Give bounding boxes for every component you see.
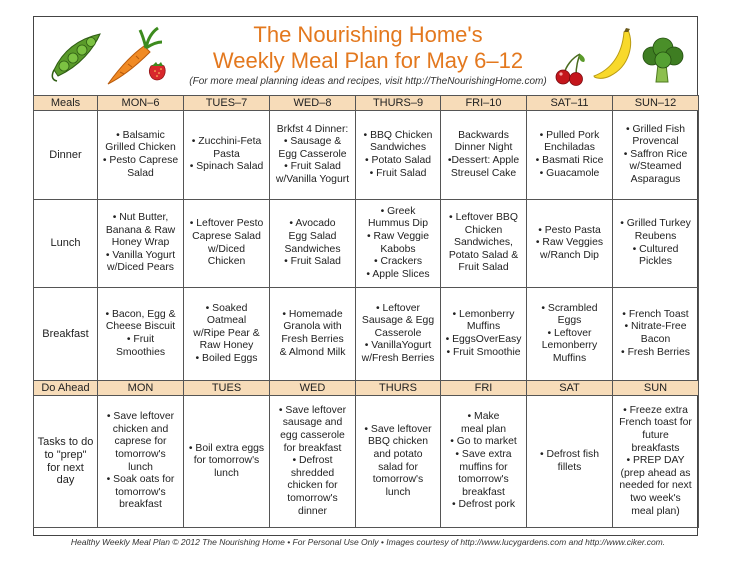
task-cell: • Save leftover sausage and egg casserole for breakfast • Defrost shredded chicken for tomorrow's dinner <box>270 396 356 528</box>
day-header: MON–6 <box>98 96 184 111</box>
meal-cell: • Zucchini-Feta Pasta • Spinach Salad <box>184 111 270 200</box>
meal-cell: • BBQ Chicken Sandwiches • Potato Salad • Fruit Salad <box>356 111 441 200</box>
day-header: SUN–12 <box>613 96 699 111</box>
day-header: SAT <box>527 381 613 396</box>
do-ahead-header-row <box>34 381 699 396</box>
breakfast-row <box>34 288 699 381</box>
task-cell: • Make meal plan • Go to market • Save extra muffins for tomorrow's breakfast • Defrost pork <box>441 396 527 528</box>
day-header: THURS <box>356 381 441 396</box>
day-header: WED <box>270 381 356 396</box>
meal-cell: • French Toast • Nitrate-Free Bacon • Fresh Berries <box>613 288 699 381</box>
dinner-row <box>34 111 699 200</box>
meal-cell: • Balsamic Grilled Chicken • Pesto Caprese Salad <box>98 111 184 200</box>
subtitle-note: (For more meal planning ideas and recipes, visit http://TheNourishingHome.com) <box>189 76 547 87</box>
meal-cell: Brkfst 4 Dinner: • Sausage & Egg Casserole • Fruit Salad w/Vanilla Yogurt <box>270 111 356 200</box>
day-header: TUES <box>184 381 270 396</box>
lunch-row <box>34 200 699 288</box>
day-header: MON <box>98 381 184 396</box>
footer-credits: Healthy Weekly Meal Plan © 2012 The Nourishing Home • For Personal Use Only • Images courtesy of http://www.lucygardens.com and http://www.ciker.com. <box>70 537 666 547</box>
do-ahead-label: Do Ahead <box>34 381 98 396</box>
day-header: THURS–9 <box>356 96 441 111</box>
day-header: SUN <box>613 381 699 396</box>
meal-cell: • Nut Butter, Banana & Raw Honey Wrap • Vanilla Yogurt w/Diced Pears <box>98 200 184 288</box>
meal-cell: Backwards Dinner Night •Dessert: Apple Streusel Cake <box>441 111 527 200</box>
meal-cell: • Avocado Egg Salad Sandwiches • Fruit Salad <box>270 200 356 288</box>
meal-cell: • Grilled Fish Provencal • Saffron Rice w/Steamed Asparagus <box>613 111 699 200</box>
meal-plan-table <box>33 95 699 528</box>
meal-cell: • Leftover Pesto Caprese Salad w/Diced Chicken <box>184 200 270 288</box>
meal-cell: • Scrambled Eggs • Leftover Lemonberry Muffins <box>527 288 613 381</box>
day-header: SAT–11 <box>527 96 613 111</box>
row-label-tasks: Tasks to do to "prep" for next day <box>34 396 98 528</box>
meal-cell: • Leftover BBQ Chicken Sandwiches, Potato Salad & Fruit Salad <box>441 200 527 288</box>
meals-header-label: Meals <box>34 96 98 111</box>
meal-cell: • Homemade Granola with Fresh Berries & Almond Milk <box>270 288 356 381</box>
day-header: WED–8 <box>270 96 356 111</box>
day-header: TUES–7 <box>184 96 270 111</box>
page-subtitle-heading: Weekly Meal Plan for May 6–12 <box>212 48 524 73</box>
task-cell: • Save leftover BBQ chicken and potato salad for tomorrow's lunch <box>356 396 441 528</box>
meal-cell: • Lemonberry Muffins • EggsOverEasy • Fruit Smoothie <box>441 288 527 381</box>
page-title: The Nourishing Home's <box>253 22 483 47</box>
meal-cell: • Soaked Oatmeal w/Ripe Pear & Raw Honey • Boiled Eggs <box>184 288 270 381</box>
day-header: FRI <box>441 381 527 396</box>
meal-cell: • Leftover Sausage & Egg Casserole • VanillaYogurt w/Fresh Berries <box>356 288 441 381</box>
row-label-breakfast: Breakfast <box>34 288 98 381</box>
meal-cell: • Greek Hummus Dip • Raw Veggie Kabobs • Crackers • Apple Slices <box>356 200 441 288</box>
meal-cell: • Bacon, Egg & Cheese Biscuit • Fruit Smoothies <box>98 288 184 381</box>
row-label-dinner: Dinner <box>34 111 98 200</box>
meals-header-row <box>34 96 699 111</box>
meal-cell: • Pesto Pasta • Raw Veggies w/Ranch Dip <box>527 200 613 288</box>
meal-cell: • Grilled Turkey Reubens • Cultured Pickles <box>613 200 699 288</box>
meal-cell: • Pulled Pork Enchiladas • Basmati Rice • Guacamole <box>527 111 613 200</box>
task-cell: • Save leftover chicken and caprese for tomorrow's lunch • Soak oats for tomorrow's breakfast <box>98 396 184 528</box>
row-label-lunch: Lunch <box>34 200 98 288</box>
tasks-row <box>34 396 699 528</box>
task-cell: • Boil extra eggs for tomorrow's lunch <box>184 396 270 528</box>
task-cell: • Freeze extra French toast for future breakfasts • PREP DAY (prep ahead as needed for next two week's meal plan) <box>613 396 699 528</box>
day-header: FRI–10 <box>441 96 527 111</box>
task-cell: • Defrost fish fillets <box>527 396 613 528</box>
